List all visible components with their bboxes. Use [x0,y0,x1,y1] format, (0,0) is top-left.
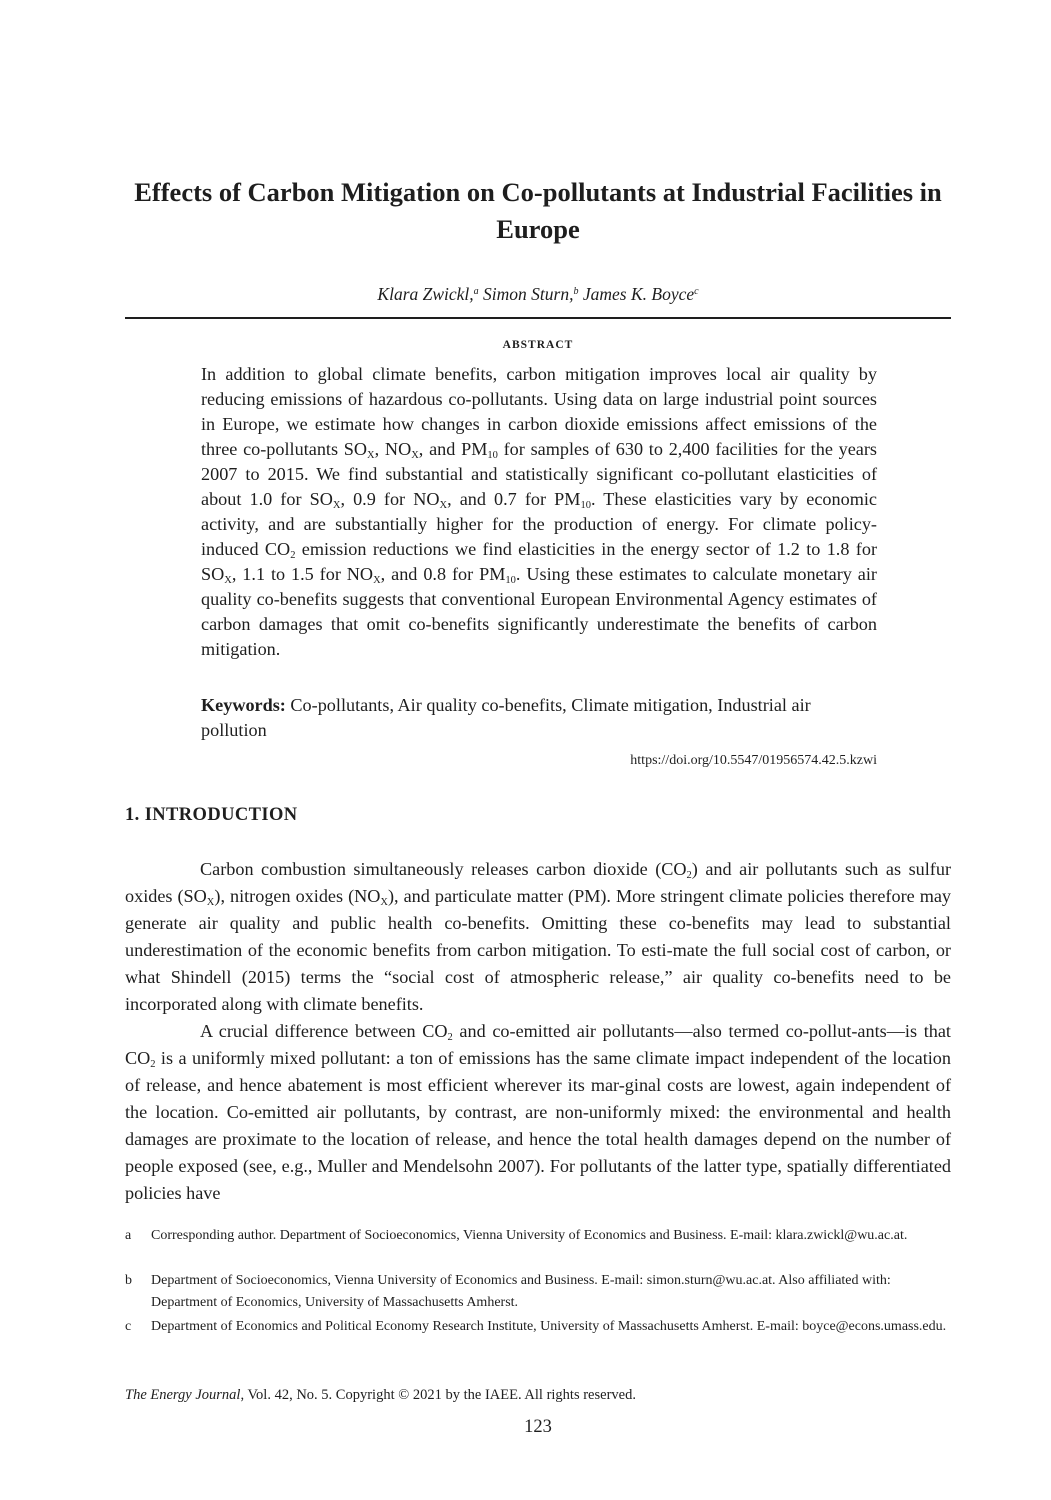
text-run: , NO [374,439,412,459]
subscript: 10 [487,450,498,461]
text-run: A crucial difference between CO [200,1021,448,1041]
subscript: X [439,500,448,511]
paper-title: Effects of Carbon Mitigation on Co-pollutants at Industrial Facilities in Europe [134,177,942,244]
subscript: X [380,897,388,908]
text-run: , 0.9 for NO [340,489,440,509]
text-run: In addition to global climate benefits, carbon mitigation improves local air quality by reducing emissions of hazardous co-pollutants. Using data on large industrial point sources in Europe, we estimate how changes in carbon dioxide emissions affect emissions of the three co-pollutants SO [201,364,877,459]
body-paragraph [125,856,951,1018]
subscript: X [411,450,419,461]
header-divider [125,317,951,319]
affiliation-mark: b [573,286,579,297]
text-run: . Using these estimates to calculate monetary air quality co-benefits suggests that conventional European Environmental Agency estimates of carbon damages that omit co-benefits significantly underestimate the benefits of carbon mitigation. [201,564,877,659]
author-name: Simon Sturn, [483,284,574,304]
footnote-mark: a [125,1228,132,1243]
subscript: 2 [686,870,692,881]
page-number: 123 [524,1417,552,1437]
doi-link[interactable]: https://doi.org/10.5547/01956574.42.5.kzwi [630,753,877,768]
text-run: , and PM [418,439,488,459]
text-run: Carbon combustion simultaneously releases carbon dioxide (CO [200,859,687,879]
footnote-text: Department of Economics and Political Economy Research Institute, University of Massachusetts Amherst. E-mail: boyce@econs.umass.edu. [151,1319,947,1334]
text-run: , and 0.7 for PM [447,489,581,509]
subscript: X [373,575,381,586]
author-name: James K. Boyce [582,284,695,304]
body-paragraph [125,1018,951,1207]
subscript: 2 [150,1059,156,1070]
keywords-label: Keywords: [201,695,286,715]
footnote [125,1225,951,1247]
affiliation-mark: a [473,286,479,297]
subscript: 2 [290,550,296,561]
subscript: X [206,897,215,908]
text-run: ) and air pollutants such as sulfur oxides (SO [125,859,951,906]
abstract-heading: ABSTRACT [502,339,574,351]
text-run: for samples of 630 to 2,400 facilities for the years 2007 to 2015. We find substantial and statistically significant co-pollutant elasticities of about 1.0 for SO [201,439,877,509]
text-run: and co-emitted air pollutants—also termed co-pollut-ants—is that CO [125,1021,951,1068]
text-run: , and 0.8 for PM [380,564,506,584]
footnote [125,1270,951,1314]
journal-citation [125,1385,636,1405]
subscript: 2 [447,1032,453,1043]
subscript: X [367,450,375,461]
footnote-text: Department of Socioeconomics, Vienna University of Economics and Business. E-mail: simon.sturn@wu.ac.at. Also affiliated with: Department of Economics, University of Massachusetts Amherst. [151,1273,891,1310]
author-name: Klara Zwickl, [377,284,474,304]
author-line [125,282,951,306]
text-run: ), nitrogen oxides (NO [214,886,381,906]
text-run: is a uniformly mixed pollutant: a ton of emissions has the same climate impact independent of the location of release, and hence abatement is most efficient wherever its mar-ginal costs are lowest, again independent of the location. Co-emitted air pollutants, by contrast, are non-uniformly mixed: the environmental and health damages are proximate to the location of release, and hence the total health damages depend on the number of people exposed (see, e.g., Muller and Mendelsohn 2007). For pollutants of the latter type, spatially differentiated policies have [125,1048,951,1203]
subscript: 10 [505,575,516,586]
subscript: 10 [580,500,591,511]
subscript: X [224,575,232,586]
section-heading: 1. INTRODUCTION [125,805,298,825]
footnote-mark: c [125,1319,132,1334]
footnote-text: Corresponding author. Department of Socioeconomics, Vienna University of Economics and Business. E-mail: klara.zwickl@wu.ac.at. [151,1228,908,1243]
journal-details: , Vol. 42, No. 5. Copyright © 2021 by the IAEE. All rights reserved. [240,1387,636,1403]
journal-name: The Energy Journal [125,1387,241,1403]
text-run: , 1.1 to 1.5 for NO [231,564,374,584]
keywords-list: Co-pollutants, Air quality co-benefits, Climate mitigation, Industrial air pollution [201,695,811,740]
footnote [125,1316,951,1338]
keywords [201,693,877,743]
abstract-text [201,362,877,662]
affiliation-mark: c [694,286,699,297]
subscript: X [332,500,341,511]
text-run: . These elasticities vary by economic activity, and are substantially higher for the production of energy. For climate policy-induced CO [201,489,877,559]
text-run: emission reductions we find elasticities in the energy sector of 1.2 to 1.8 for SO [201,539,877,584]
footnote-mark: b [125,1273,132,1288]
text-run: ), and particulate matter (PM). More stringent climate policies therefore may generate air quality and public health co-benefits. Omitting these co-benefits may lead to substantial underestimation of the economic benefits from carbon mitigation. To esti-mate the full social cost of carbon, or what Shindell (2015) terms the “social cost of atmospheric release,” air quality co-benefits need to be incorporated along with climate benefits. [125,886,952,1014]
